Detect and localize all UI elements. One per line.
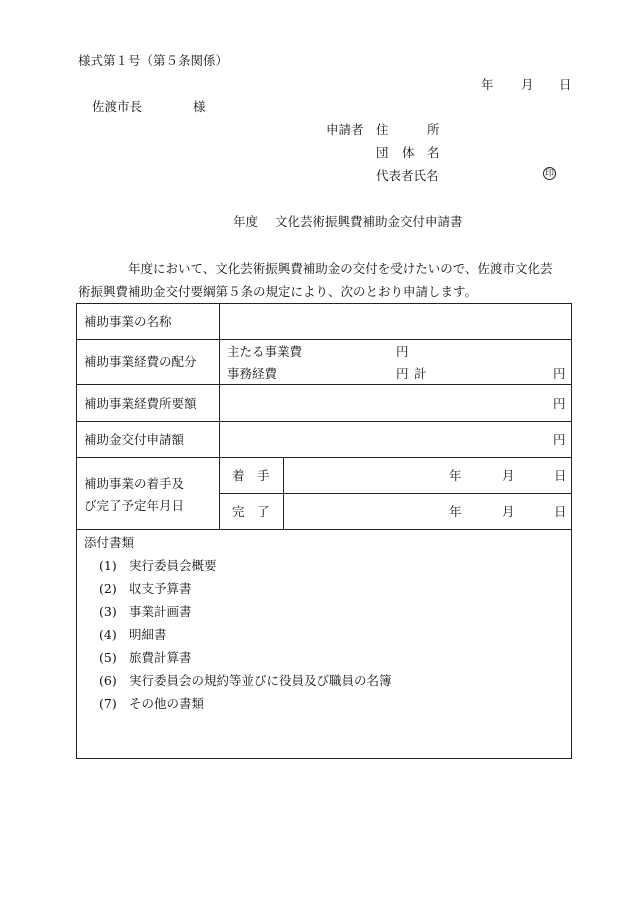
row-divider [77,529,571,530]
application-table [76,303,572,759]
attachment-item: 実行委員会概要 [129,558,217,573]
date-day-label: 日 [559,77,572,92]
project-name-label: 補助事業の名称 [84,314,172,329]
org-label-part1: 団 [376,145,389,160]
total-label: 計 [414,366,427,381]
applicant-label: 申請者 [326,122,364,137]
column-divider [219,304,220,529]
attachment-number: (5) [99,650,117,665]
representative-label: 代表者氏名 [376,168,439,183]
grant-request-yen: 円 [553,432,566,447]
org-label-part3: 名 [427,145,440,160]
date-year-label: 年 [481,77,494,92]
date-month-label: 月 [521,77,534,92]
start-label: 着 手 [232,468,270,483]
attachments-heading: 添付書類 [84,535,135,550]
finish-label: 完 了 [232,504,270,519]
form-number: 様式第１号（第５条関係） [78,53,229,68]
page-title: 文化芸術振興費補助金交付申請書 [275,214,463,229]
grant-request-label: 補助金交付申請額 [84,432,185,447]
attachment-item: その他の書類 [129,696,205,711]
main-cost-label: 主たる事業費 [227,344,303,359]
office-cost-label: 事務経費 [227,366,278,381]
addressee: 佐渡市長 [92,99,143,114]
office-cost-yen: 円 [396,366,409,381]
start-month: 月 [502,468,515,483]
seal-mark: 印 [544,169,554,179]
attachment-number: (4) [99,627,117,642]
attachment-number: (6) [99,673,117,688]
schedule-label-line1: 補助事業の着手及 [84,476,185,491]
addressee-honorific: 様 [193,99,206,114]
attachment-item: 事業計画書 [129,604,192,619]
start-year: 年 [449,468,462,483]
required-cost-yen: 円 [553,396,566,411]
attachment-item: 実行委員会の規約等並びに役員及び職員の名簿 [129,673,392,688]
column-divider [283,457,284,529]
schedule-label-line2: び完了予定年月日 [84,498,185,513]
cost-allocation-label: 補助事業経費の配分 [84,354,197,369]
total-yen: 円 [553,366,566,381]
attachment-number: (1) [99,558,117,573]
org-label-part2: 体 [402,145,415,160]
address-label-part1: 住 [376,122,389,137]
row-divider [77,384,571,385]
main-cost-yen: 円 [396,344,409,359]
finish-day: 日 [554,504,567,519]
attachment-item: 収支予算書 [129,581,192,596]
row-divider [77,457,571,458]
finish-month: 月 [502,504,515,519]
row-divider [219,493,571,494]
finish-year: 年 [449,504,462,519]
row-divider [77,421,571,422]
attachment-number: (3) [99,604,117,619]
title-year: 年度 [233,214,259,229]
row-divider [77,339,571,340]
start-day: 日 [554,468,567,483]
attachment-number: (2) [99,581,117,596]
attachment-item: 明細書 [129,627,167,642]
attachment-number: (7) [99,696,117,711]
attachment-item: 旅費計算書 [129,650,192,665]
intro-line-1: 年度において、文化芸術振興費補助金の交付を受けたいので、佐渡市文化芸 [128,261,553,276]
intro-line-2: 術振興費補助金交付要綱第５条の規定により、次のとおり申請します。 [78,284,478,299]
address-label-part2: 所 [427,122,440,137]
required-cost-label: 補助事業経費所要額 [84,396,197,411]
